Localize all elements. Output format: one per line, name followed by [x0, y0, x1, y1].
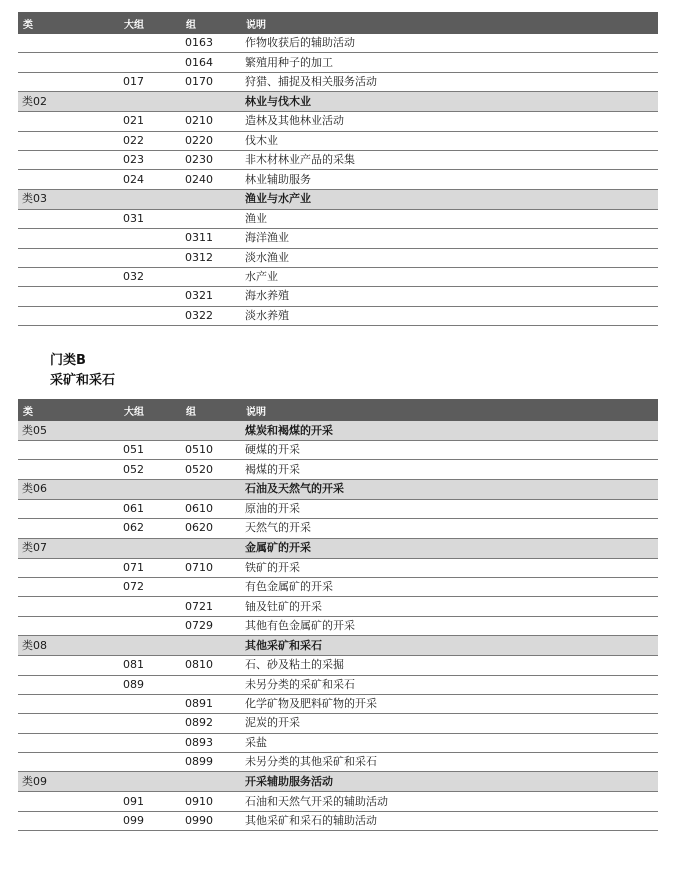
- cell-c4: 石油和天然气开采的辅助活动: [243, 792, 658, 811]
- cell-c4: 淡水渔业: [243, 248, 658, 267]
- cell-c3: 0510: [181, 441, 243, 460]
- cell-c1: [18, 150, 119, 169]
- table-row: [18, 150, 658, 169]
- table-row: [18, 753, 658, 772]
- table-row: [18, 733, 658, 752]
- cell-c1: 类06: [18, 479, 119, 499]
- table-row: [18, 306, 658, 325]
- cell-c2: 021: [119, 112, 181, 131]
- cell-c2: [119, 714, 181, 733]
- table-row: [18, 287, 658, 306]
- cell-c1: [18, 616, 119, 635]
- cell-c4: 非木材林业产品的采集: [243, 150, 658, 169]
- category-row: [18, 479, 658, 499]
- cell-c4: 煤炭和褐煤的开采: [243, 421, 658, 441]
- cell-c1: [18, 131, 119, 150]
- table-body: [18, 421, 658, 831]
- cell-c2: 091: [119, 792, 181, 811]
- table-row: [18, 229, 658, 248]
- cell-c1: [18, 34, 119, 53]
- cell-c4: 泥炭的开采: [243, 714, 658, 733]
- cell-c2: [119, 189, 181, 209]
- header-class: 类: [18, 12, 119, 34]
- cell-c2: 024: [119, 170, 181, 189]
- header-group: 组: [181, 399, 243, 421]
- cell-c2: [119, 772, 181, 792]
- cell-c4: 褐煤的开采: [243, 460, 658, 479]
- cell-c2: [119, 694, 181, 713]
- table-row: [18, 131, 658, 150]
- cell-c2: [119, 479, 181, 499]
- cell-c4: 金属矿的开采: [243, 538, 658, 558]
- table-row: [18, 656, 658, 675]
- cell-c4: 海水养殖: [243, 287, 658, 306]
- category-row: [18, 772, 658, 792]
- table-row: [18, 597, 658, 616]
- cell-c3: [181, 538, 243, 558]
- cell-c1: 类07: [18, 538, 119, 558]
- cell-c1: 类05: [18, 421, 119, 441]
- cell-c3: 0899: [181, 753, 243, 772]
- cell-c4: 作物收获后的辅助活动: [243, 34, 658, 53]
- cell-c3: 0322: [181, 306, 243, 325]
- cell-c4: 采盐: [243, 733, 658, 752]
- cell-c2: [119, 53, 181, 72]
- cell-c3: 0230: [181, 150, 243, 169]
- cell-c4: 铀及钍矿的开采: [243, 597, 658, 616]
- cell-c1: [18, 675, 119, 694]
- table-row: [18, 675, 658, 694]
- table-row: [18, 248, 658, 267]
- cell-c4: 开采辅助服务活动: [243, 772, 658, 792]
- header-class: 类: [18, 399, 119, 421]
- cell-c3: [181, 189, 243, 209]
- cell-c3: 0620: [181, 519, 243, 538]
- header-description: 说明: [243, 399, 658, 421]
- cell-c4: 其他采矿和采石的辅助活动: [243, 811, 658, 830]
- cell-c4: 其他采矿和采石: [243, 636, 658, 656]
- cell-c1: [18, 112, 119, 131]
- cell-c2: 071: [119, 558, 181, 577]
- category-row: [18, 538, 658, 558]
- cell-c3: [181, 636, 243, 656]
- cell-c3: 0990: [181, 811, 243, 830]
- table-row: [18, 499, 658, 518]
- cell-c1: [18, 558, 119, 577]
- classification-table-b: [18, 399, 658, 831]
- cell-c2: 022: [119, 131, 181, 150]
- cell-c4: 天然气的开采: [243, 519, 658, 538]
- cell-c2: 061: [119, 499, 181, 518]
- cell-c2: 023: [119, 150, 181, 169]
- header-major-group: 大组: [119, 12, 181, 34]
- cell-c1: [18, 170, 119, 189]
- cell-c1: [18, 714, 119, 733]
- header-description: 说明: [243, 12, 658, 34]
- cell-c2: 062: [119, 519, 181, 538]
- cell-c3: [181, 772, 243, 792]
- cell-c3: 0892: [181, 714, 243, 733]
- cell-c4: 林业与伐木业: [243, 92, 658, 112]
- table-row: [18, 811, 658, 830]
- table-header: [18, 12, 658, 34]
- cell-c3: [181, 209, 243, 228]
- cell-c3: 0729: [181, 616, 243, 635]
- cell-c3: 0610: [181, 499, 243, 518]
- cell-c2: [119, 616, 181, 635]
- cell-c1: [18, 209, 119, 228]
- cell-c4: 铁矿的开采: [243, 558, 658, 577]
- table-row: [18, 577, 658, 596]
- cell-c1: [18, 694, 119, 713]
- cell-c2: 032: [119, 267, 181, 286]
- cell-c2: [119, 597, 181, 616]
- cell-c2: [119, 753, 181, 772]
- table-row: [18, 558, 658, 577]
- table-row: [18, 441, 658, 460]
- cell-c2: [119, 34, 181, 53]
- cell-c4: 原油的开采: [243, 499, 658, 518]
- table-row: [18, 694, 658, 713]
- cell-c1: [18, 597, 119, 616]
- cell-c1: [18, 733, 119, 752]
- cell-c3: 0710: [181, 558, 243, 577]
- cell-c4: 林业辅助服务: [243, 170, 658, 189]
- cell-c1: [18, 811, 119, 830]
- table-row: [18, 714, 658, 733]
- cell-c2: [119, 636, 181, 656]
- cell-c2: [119, 229, 181, 248]
- cell-c4: 有色金属矿的开采: [243, 577, 658, 596]
- cell-c3: 0721: [181, 597, 243, 616]
- cell-c2: 081: [119, 656, 181, 675]
- cell-c3: 0893: [181, 733, 243, 752]
- table-row: [18, 209, 658, 228]
- cell-c3: 0240: [181, 170, 243, 189]
- cell-c2: 072: [119, 577, 181, 596]
- cell-c4: 水产业: [243, 267, 658, 286]
- cell-c3: 0210: [181, 112, 243, 131]
- cell-c2: [119, 733, 181, 752]
- cell-c4: 造林及其他林业活动: [243, 112, 658, 131]
- cell-c1: [18, 792, 119, 811]
- cell-c4: 淡水养殖: [243, 306, 658, 325]
- table-row: [18, 72, 658, 91]
- cell-c1: [18, 287, 119, 306]
- category-row: [18, 636, 658, 656]
- cell-c1: [18, 441, 119, 460]
- header-major-group: 大组: [119, 399, 181, 421]
- cell-c2: 099: [119, 811, 181, 830]
- cell-c1: [18, 229, 119, 248]
- cell-c2: 017: [119, 72, 181, 91]
- table-body: [18, 34, 658, 326]
- cell-c3: [181, 92, 243, 112]
- cell-c4: 化学矿物及肥料矿物的开采: [243, 694, 658, 713]
- table-row: [18, 53, 658, 72]
- cell-c4: 未另分类的其他采矿和采石: [243, 753, 658, 772]
- table-row: [18, 112, 658, 131]
- cell-c1: 类03: [18, 189, 119, 209]
- table-row: [18, 519, 658, 538]
- cell-c1: [18, 753, 119, 772]
- cell-c4: 海洋渔业: [243, 229, 658, 248]
- cell-c3: 0810: [181, 656, 243, 675]
- cell-c3: [181, 479, 243, 499]
- cell-c2: [119, 248, 181, 267]
- cell-c1: 类09: [18, 772, 119, 792]
- cell-c1: [18, 306, 119, 325]
- category-row: [18, 189, 658, 209]
- cell-c3: [181, 267, 243, 286]
- cell-c4: 伐木业: [243, 131, 658, 150]
- cell-c2: [119, 92, 181, 112]
- cell-c4: 石油及天然气的开采: [243, 479, 658, 499]
- cell-c4: 渔业: [243, 209, 658, 228]
- section-title: 采矿和采石: [50, 373, 116, 388]
- cell-c3: 0891: [181, 694, 243, 713]
- cell-c3: 0170: [181, 72, 243, 91]
- cell-c2: 051: [119, 441, 181, 460]
- cell-c2: [119, 306, 181, 325]
- section-code: 门类B: [50, 353, 86, 368]
- category-row: [18, 92, 658, 112]
- cell-c1: [18, 577, 119, 596]
- cell-c2: [119, 421, 181, 441]
- cell-c3: 0312: [181, 248, 243, 267]
- cell-c1: [18, 656, 119, 675]
- cell-c1: [18, 460, 119, 479]
- table-row: [18, 460, 658, 479]
- cell-c4: 繁殖用种子的加工: [243, 53, 658, 72]
- table-row: [18, 616, 658, 635]
- cell-c3: 0163: [181, 34, 243, 53]
- table-row: [18, 267, 658, 286]
- cell-c3: 0520: [181, 460, 243, 479]
- cell-c4: 其他有色金属矿的开采: [243, 616, 658, 635]
- cell-c4: 渔业与水产业: [243, 189, 658, 209]
- cell-c3: 0321: [181, 287, 243, 306]
- cell-c1: [18, 248, 119, 267]
- cell-c2: 052: [119, 460, 181, 479]
- cell-c2: 031: [119, 209, 181, 228]
- table-row: [18, 792, 658, 811]
- table-row: [18, 170, 658, 189]
- cell-c3: 0311: [181, 229, 243, 248]
- cell-c1: [18, 519, 119, 538]
- cell-c1: 类02: [18, 92, 119, 112]
- header-group: 组: [181, 12, 243, 34]
- table-row: [18, 34, 658, 53]
- cell-c2: [119, 287, 181, 306]
- cell-c1: [18, 53, 119, 72]
- cell-c4: 狩猎、捕捉及相关服务活动: [243, 72, 658, 91]
- cell-c1: [18, 72, 119, 91]
- cell-c1: [18, 267, 119, 286]
- cell-c2: 089: [119, 675, 181, 694]
- cell-c3: [181, 577, 243, 596]
- cell-c4: 未另分类的采矿和采石: [243, 675, 658, 694]
- cell-c1: [18, 499, 119, 518]
- cell-c3: 0910: [181, 792, 243, 811]
- cell-c3: 0164: [181, 53, 243, 72]
- cell-c4: 硬煤的开采: [243, 441, 658, 460]
- cell-c1: 类08: [18, 636, 119, 656]
- cell-c3: [181, 675, 243, 694]
- cell-c3: [181, 421, 243, 441]
- category-row: [18, 421, 658, 441]
- cell-c4: 石、砂及粘土的采掘: [243, 656, 658, 675]
- cell-c2: [119, 538, 181, 558]
- table-header: [18, 399, 658, 421]
- classification-table-a: [18, 12, 658, 326]
- section-heading: [50, 351, 115, 391]
- cell-c3: 0220: [181, 131, 243, 150]
